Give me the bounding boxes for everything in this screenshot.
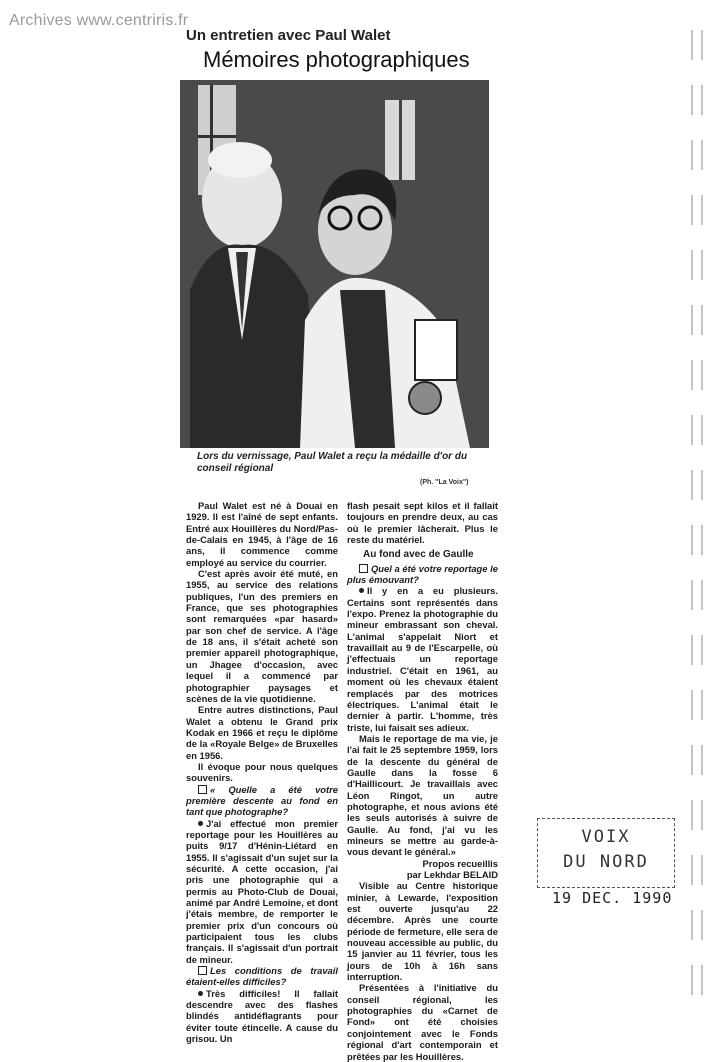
article-photo — [180, 80, 489, 448]
question-text: Les conditions de travail étaient-elles difficiles? — [186, 965, 338, 988]
square-bullet-icon — [198, 785, 207, 794]
stamp-line: DU NORD — [563, 852, 649, 872]
round-bullet-icon — [198, 991, 203, 996]
paragraph: Paul Walet est né à Douai en 1929. Il est l'aîné de sept enfants. Entré aux Houillères du Nord/Pas-de-Calais en 1945, à l'âge de 16 ans, il commence comme employé au service du courrier. — [186, 500, 338, 568]
byline: Propos recueillis — [422, 857, 498, 869]
question — [186, 965, 338, 988]
question — [186, 784, 338, 818]
byline: par Lekhdar BELAID — [406, 869, 498, 880]
photo-illustration — [180, 80, 489, 448]
watermark: Archives www.centriris.fr — [9, 12, 189, 29]
round-bullet-icon — [359, 588, 364, 593]
stamp-line: VOIX — [581, 827, 631, 847]
answer-text: Très difficiles! Il fallait descendre avec des flashes blindés antidéflagrants pour éviter toute étincelle. A cause du grisou. Un — [186, 987, 338, 1045]
stamp-date: 19 DEC. 1990 — [552, 889, 673, 907]
subheading: Au fond avec de Gaulle — [363, 549, 474, 561]
paragraph: Entre autres distinctions, Paul Walet a obtenu le Grand prix Kodak en 1966 et reçu le diplôme de la «Royale Belge» de Bruxelles en 1956. — [186, 704, 338, 761]
question — [347, 563, 498, 586]
source-stamp — [537, 818, 675, 888]
answer — [347, 585, 498, 732]
answer — [186, 818, 338, 965]
round-bullet-icon — [198, 821, 203, 826]
paragraph: C'est après avoir été muté, en 1955, au service des relations publiques, l'un des premiers en France, que ses photographies sont remarquées «par hasard» par son chef de service. A l'âge de 18 ans, il s'était acheté son premier appareil photographique, un Jhagee d'occasion, avec lequel il a commencé par photographier paysages et scènes de la vie quotidienne. — [186, 568, 338, 704]
paragraph: Présentées à l'initiative du conseil régional, les photographies du «Carnet de Fond» ont été choisies conjointement avec le Fonds régional d'art contemporain et prêtées par les Houillères. — [347, 982, 498, 1062]
question-text: « Quelle a été votre première descente au fond en tant que photographe? — [186, 783, 338, 818]
paragraph: Visible au Centre historique minier, à Lewarde, l'exposition est ouverte jusqu'au 22 décembre. Après une courte période de fermeture, elle sera de nouveau accessible au public, du 15 janvier au 11 février, tous les jours de 10h à 16h sans interruption. — [347, 880, 498, 983]
answer-text: J'ai effectué mon premier reportage pour les Houillères au puits 9/17 d'Hénin-Liétard en 1955. Il s'agissait d'un sujet sur la sécurité. A cette occasion, j'ai pris une photographie qui a permis au Photo-Club de Douai, animé par André Lemoine, et dont j'étais membre, de remporter le premier prix d'un concours où participaient tous les clubs français. Il s'agissait d'un portrait de mineur. — [186, 817, 338, 965]
column-2 — [347, 500, 498, 1062]
photo-credit: (Ph. "La Voix") — [420, 479, 469, 486]
paragraph: Mais le reportage de ma vie, je l'ai fait le 25 septembre 1959, lors de la descente du général de Gaulle dans la fosse 6 d'Haillicourt. Je travaillais avec Léon Ringot, un autre photographe, et nous avions été les seuls autorisés à suivre de Gaulle. Au fond, j'ai vu les mineurs se mettre au garde-à-vous devant le général.» — [347, 732, 498, 858]
photo-caption: Lors du vernissage, Paul Walet a reçu la médaille d'or du conseil régional — [197, 451, 468, 474]
binding-marks — [688, 30, 708, 1000]
square-bullet-icon — [198, 966, 207, 975]
paragraph: Il évoque pour nous quelques souvenirs. — [186, 760, 338, 784]
answer — [186, 988, 338, 1045]
answer-text: Il y en a eu plusieurs. Certains sont représentés dans l'expo. Prenez la photographie du mineur embrassant son cheval. L'animal s'appelait Niort et travaillait au 9 de l'Escarpelle, où j'effectuais un reportage industriel. C'était en 1961, au moment où les chevaux étaient remplacés par des motrices électriques. L'animal était le dernier à partir. L'homme, très triste, lui faisait ses adieux. — [347, 585, 498, 733]
column-1 — [186, 500, 338, 1045]
square-bullet-icon — [359, 564, 368, 573]
paragraph: flash pesait sept kilos et il fallait toujours en prendre deux, au cas où le premier lâcherait. Plus le reste du matériel. — [347, 500, 498, 546]
question-text: Quel a été votre reportage le plus émouvant? — [347, 562, 498, 586]
article-headline: Mémoires photographiques — [203, 47, 470, 72]
article-kicker: Un entretien avec Paul Walet — [186, 27, 391, 44]
